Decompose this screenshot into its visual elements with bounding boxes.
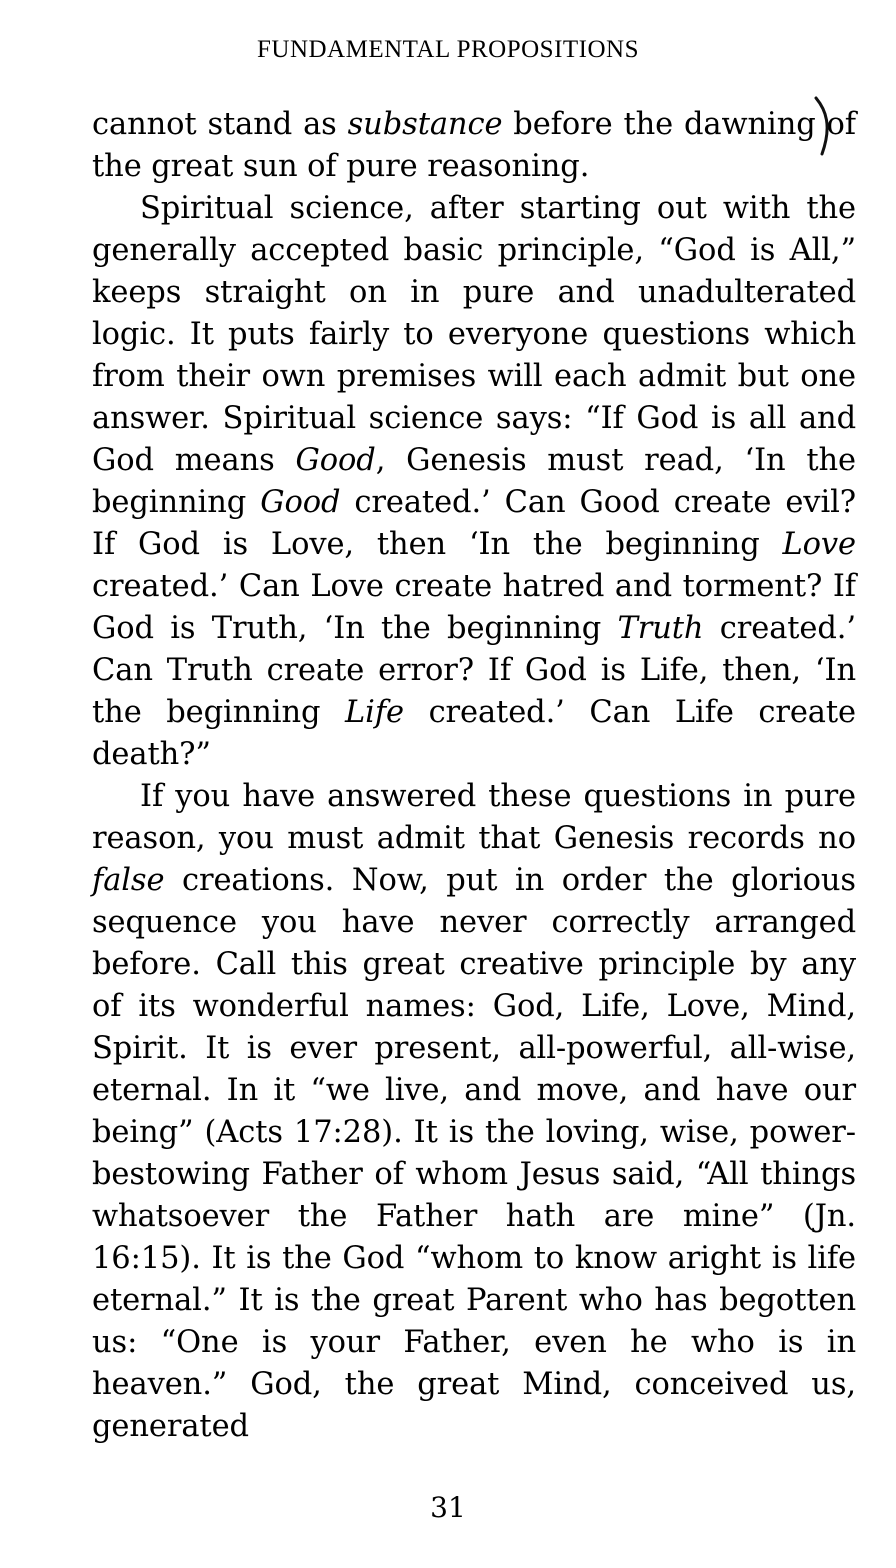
paragraph: cannot stand as substance before the dawning of the great sun of pure reasoning. <box>92 107 856 184</box>
running-head: FUNDAMENTAL PROPOSITIONS <box>256 36 640 63</box>
paragraph: Spiritual science, after starting out with the generally accepted basic principle, “God is All,” keeps straight on in pure and unadulterated logic. It puts fairly to everyone questions which from their own premises will each admit but one answer. Spiritual science says: “If God is all and God means Good, Genesis must read, ‘In the beginning Good created.’ Can Good create evil? If God is Love, then ‘In the beginning Love created.’ Can Love create hatred and torment? If God is Truth, ‘In the beginning Truth created.’ Can Truth create error? If God is Life, then, ‘In the beginning Life created.’ Can Life create death?” <box>92 191 857 772</box>
page-number: 31 <box>430 1491 466 1524</box>
page-body <box>92 104 856 1448</box>
paragraph: If you have answered these questions in pure reason, you must admit that Genesis records no false creations. Now, put in order the glorious sequence you have never correctly arranged before. Call this great creative principle by any of its wonderful names: God, Life, Love, Mind, Spirit. It is ever present, all-powerful, all-wise, eternal. In it “we live, and move, and have our being” (Acts 17:28). It is the loving, wise, power-bestowing Father of whom Jesus said, “All things whatsoever the Father hath are mine” (Jn. 16:15). It is the God “whom to know aright is life eternal.” It is the great Parent who has begotten us: “One is your Father, even he who is in heaven.” God, the great Mind, conceived us, generated <box>92 779 856 1444</box>
